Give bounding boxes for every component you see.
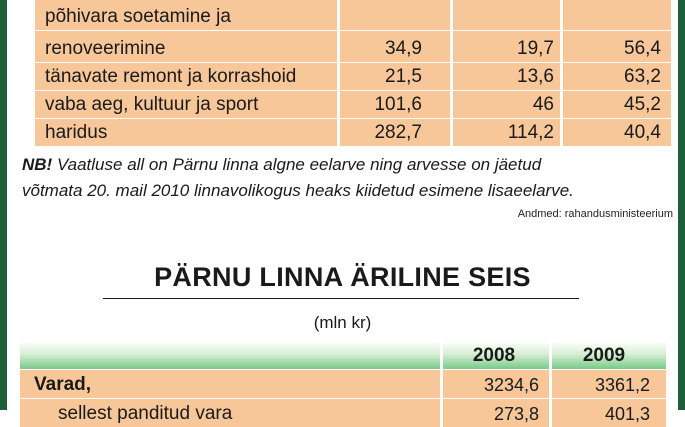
right-frame-bar [678, 0, 685, 410]
left-frame-bar [0, 0, 7, 410]
cell-value: 101,6 [374, 94, 422, 115]
column-header-2009: 2009 [582, 345, 626, 366]
column-header-2008: 2008 [472, 345, 516, 366]
cell-value: 34,9 [385, 38, 422, 59]
footnote [22, 152, 672, 204]
cell-value: 45,2 [624, 94, 661, 115]
section-title: PÄRNU LINNA ÄRILINE SEIS [154, 262, 531, 292]
table-row [35, 63, 671, 91]
note-line-2: võtmata 20. mail 2010 linnavolikogus heaks kiidetud esimene lisaeelarve. [22, 181, 574, 200]
row-label: haridus [45, 122, 108, 143]
row-label: sellest panditud vara [58, 403, 233, 424]
cell-value: 3361,2 [594, 375, 650, 395]
cell-value: 56,4 [624, 38, 661, 59]
cell-value: 13,6 [517, 66, 554, 87]
row-label: renoveerimine [45, 38, 166, 59]
table-row [20, 398, 666, 427]
note-prefix: NB! [22, 155, 53, 174]
note-line-1: Vaatluse all on Pärnu linna algne eelarve ning arvesse on jäetud [52, 155, 542, 174]
table-row [35, 119, 671, 147]
cell-value: 401,3 [604, 404, 650, 424]
source-credit: Andmed: rahandusministeerium [517, 208, 673, 220]
row-label: vaba aeg, kultuur ja sport [45, 94, 259, 115]
cell-value: 21,5 [385, 66, 422, 87]
cell-value: 46 [532, 94, 554, 115]
cell-value: 114,2 [507, 122, 554, 143]
table-row [20, 369, 666, 398]
table-row [35, 91, 671, 119]
table-row [35, 0, 671, 31]
table-row [35, 31, 671, 63]
title-underline [103, 298, 579, 299]
row-label: põhivara soetamine ja [45, 6, 231, 27]
cell-value: 63,2 [624, 66, 661, 87]
cell-value: 3234,6 [483, 375, 539, 395]
table-header [20, 341, 666, 369]
budget-table [35, 0, 671, 147]
row-label: Varad, [34, 374, 92, 395]
unit-label: (mln kr) [313, 313, 372, 332]
business-table [20, 341, 666, 427]
cell-value: 282,7 [374, 122, 422, 143]
cell-value: 40,4 [624, 122, 661, 143]
cell-value: 273,8 [493, 404, 539, 424]
cell-value: 19,7 [517, 38, 554, 59]
row-label: tänavate remont ja korrashoid [45, 66, 297, 87]
